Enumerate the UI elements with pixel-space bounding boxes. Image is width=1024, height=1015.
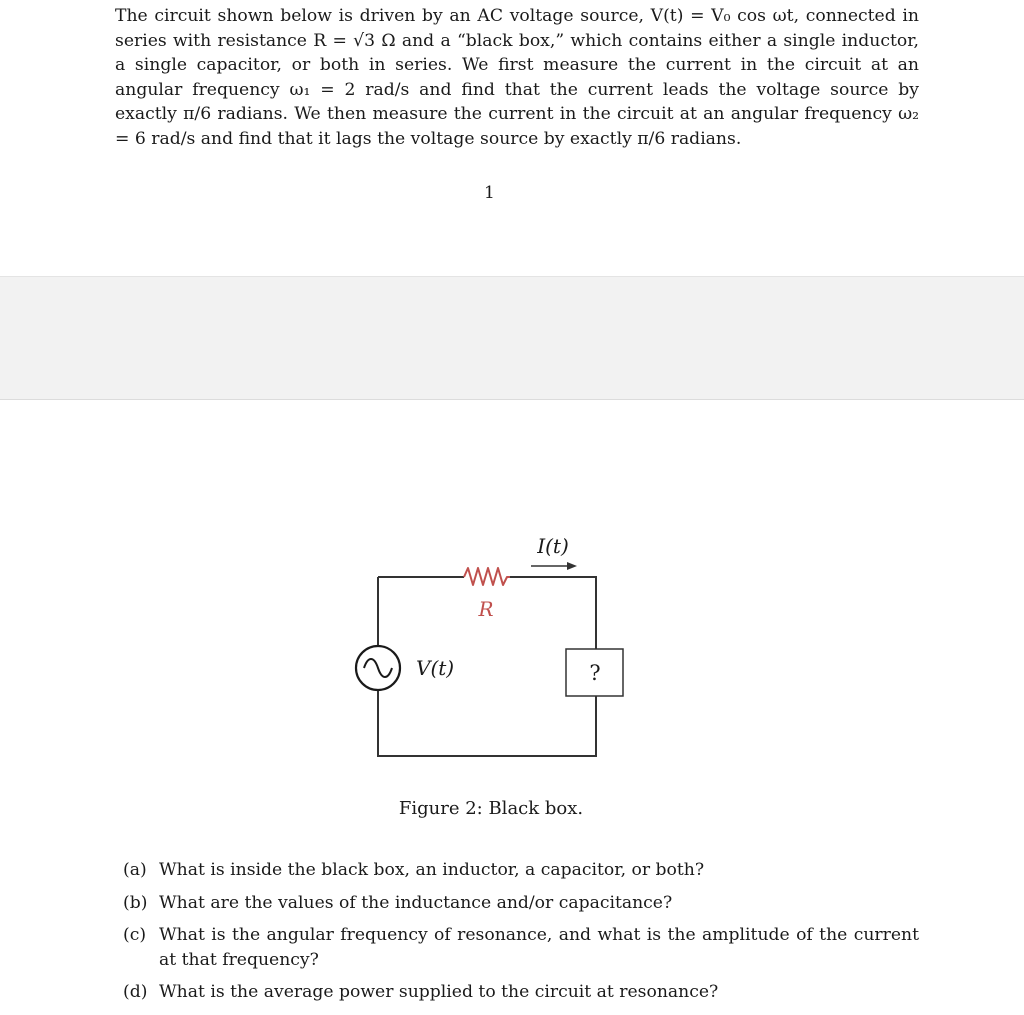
ac-source-icon bbox=[356, 646, 400, 690]
page-break-band-top bbox=[0, 276, 1024, 340]
source-label: V(t) bbox=[416, 656, 455, 680]
problem-intro: The circuit shown below is driven by an AC voltage source, V(t) = V₀ cos ωt, connected in series with resistance R = √3 Ω and a “black box,” which contains either a single inductor, a single capacitor, or both in series. We first measure the current in the circuit at an angular frequency ω₁ = 2 rad/s and find that the current leads the voltage source by exactly π/6 radians. We then measure the current in the circuit at an angular frequency ω₂ = 6 rad/s and find that it lags the voltage source by exactly π/6 radians. bbox=[115, 6, 919, 149]
circuit-diagram bbox=[340, 520, 640, 770]
question-tag: (d) bbox=[123, 982, 148, 1003]
question-item bbox=[123, 891, 919, 916]
current-arrow bbox=[531, 562, 577, 570]
resistor-label: R bbox=[478, 597, 494, 621]
question-text: What is the angular frequency of resonance, and what is the amplitude of the current at that frequency? bbox=[159, 925, 919, 970]
black-box-label: ? bbox=[589, 661, 601, 685]
current-label: I(t) bbox=[537, 534, 569, 558]
question-tag: (c) bbox=[123, 925, 147, 946]
question-list bbox=[123, 858, 919, 1013]
figure-caption: Figure 2: Black box. bbox=[398, 798, 584, 819]
question-tag: (b) bbox=[123, 892, 148, 913]
page-break-band-bottom bbox=[0, 339, 1024, 400]
question-item bbox=[123, 980, 919, 1005]
question-text: What is inside the black box, an inductor, a capacitor, or both? bbox=[159, 860, 705, 880]
question-text: What are the values of the inductance and/or capacitance? bbox=[159, 892, 673, 913]
page-number: 1 bbox=[484, 183, 495, 203]
wire-top-right bbox=[510, 577, 596, 649]
question-item bbox=[123, 923, 919, 972]
question-tag: (a) bbox=[123, 860, 147, 880]
question-item bbox=[123, 858, 919, 883]
problem-statement bbox=[115, 4, 919, 152]
resistor-symbol bbox=[464, 568, 510, 585]
wire-bottom bbox=[378, 690, 596, 756]
question-text: What is the average power supplied to the circuit at resonance? bbox=[159, 982, 719, 1003]
